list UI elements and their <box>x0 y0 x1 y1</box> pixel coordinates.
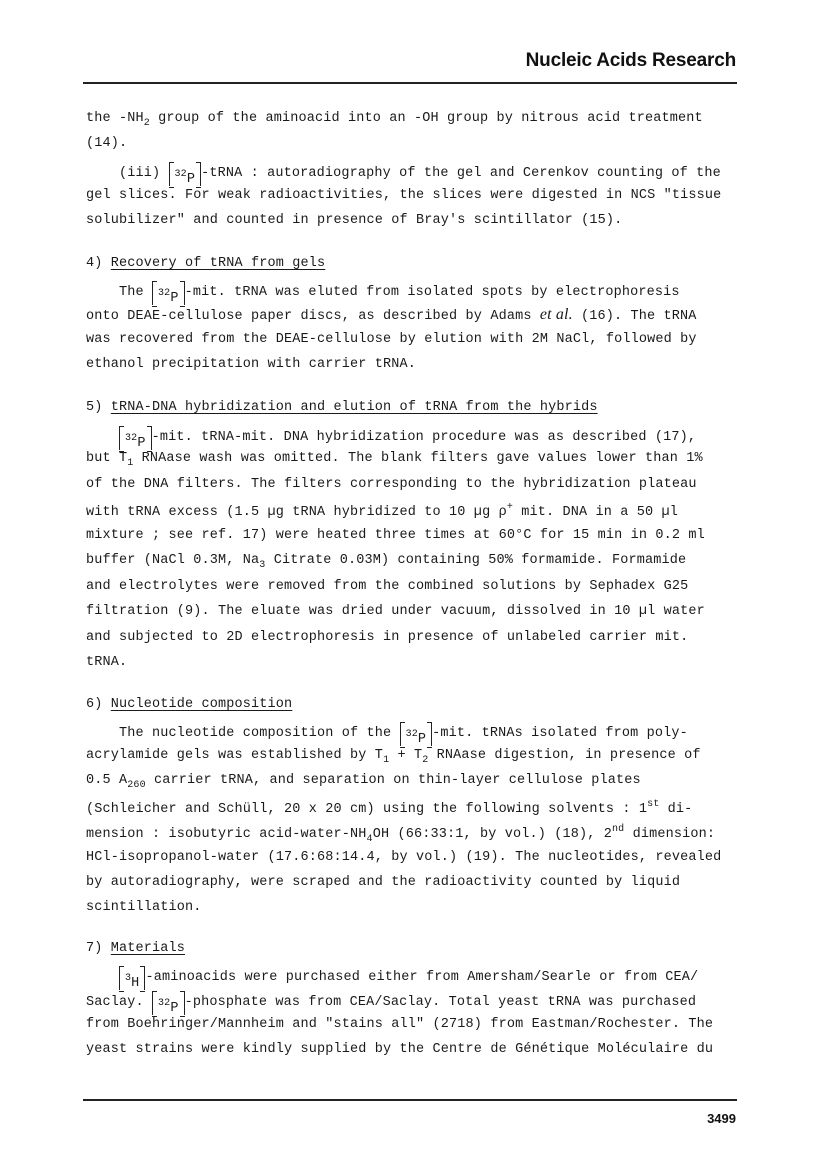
text-line: yeast strains were kindly supplied by the Centre de Génétique Moléculaire du <box>86 1042 714 1057</box>
text-line: was recovered from the DEAE-cellulose by elution with 2M NaCl, followed by <box>86 332 697 347</box>
journal-title: Nucleic Acids Research <box>525 50 736 71</box>
text-line: and subjected to 2D electrophoresis in presence of unlabeled carrier mit. <box>86 630 689 645</box>
text-line: $^{32}$P -mit. tRNA-mit. DNA hybridization procedure was as described (17), <box>86 426 696 450</box>
text-line: The $^{32}$P -mit. tRNA was eluted from isolated spots by electrophoresis <box>86 281 680 305</box>
text-line: gel slices. For weak radioactivities, the slices were digested in NCS "tissue <box>86 188 722 203</box>
isotope-bracket: $^3$H <box>119 966 145 990</box>
page-number: 3499 <box>707 1111 736 1126</box>
text-line: mixture ; see ref. 17) were heated three times at 60°C for 15 min in 0.2 ml <box>86 528 705 543</box>
isotope-bracket: $^{32}$P <box>169 162 202 186</box>
text-line: of the DNA filters. The filters corresponding to the hybridization plateau <box>86 477 697 492</box>
text-line: onto DEAE-cellulose paper discs, as described by Adams et al. (16). The tRNA <box>86 306 697 324</box>
text-line: HCl-isopropanol-water (17.6:68:14.4, by vol.) (19). The nucleotides, revealed <box>86 850 722 865</box>
isotope-bracket: $^{32}$P <box>400 722 433 746</box>
text-line: solubilizer" and counted in presence of Bray's scintillator (15). <box>86 213 623 228</box>
section-heading: 4) Recovery of tRNA from gels <box>86 256 326 271</box>
text-line: and electrolytes were removed from the combined solutions by Sephadex G25 <box>86 579 689 594</box>
text-line: 0.5 $A_{260}$ carrier tRNA, and separation on thin-layer cellulose plates <box>86 773 641 791</box>
text-line: filtration (9). The eluate was dried under vacuum, dissolved in 10 µl water <box>86 604 705 619</box>
text-line: mension : isobutyric acid-$water-NH_4OH$ (66:33:1, by vol.) (18), 2nd dimension: <box>86 824 716 845</box>
text-line: Saclay. $^{32}$P -phosphate was from CEA/Saclay. Total yeast tRNA was purchased <box>86 991 696 1015</box>
text-line: the $-NH_2$ group of the aminoacid into an -OH group by nitrous acid treatment <box>86 111 703 129</box>
text-line: acrylamide gels was established by $T_1 + T_2$ RNAase digestion, in presence of <box>86 748 701 766</box>
text-line: with tRNA excess (1.5 µg tRNA hybridized to 10 µg ρ+ mit. DNA in a 50 µl <box>86 502 679 520</box>
text-line: ethanol precipitation with carrier tRNA. <box>86 357 417 372</box>
isotope-bracket: $^{32}$P <box>152 991 185 1015</box>
section-heading: 7) Materials <box>86 941 186 956</box>
text-line: scintillation. <box>86 900 202 915</box>
text-line: (14). <box>86 136 128 151</box>
text-line: tRNA. <box>86 655 128 670</box>
section-heading: 6) Nucleotide composition <box>86 697 293 712</box>
text-line: buffer (NaCl 0.3M, $Na_3$ Citrate 0.03M) containing 50% formamide. Formamide <box>86 553 687 571</box>
text-line: (iii) $^{32}$P -tRNA : autoradiography of the gel and Cerenkov counting of the <box>86 162 721 186</box>
isotope-bracket: $^{32}$P <box>152 281 185 305</box>
footer-rule <box>83 1099 737 1101</box>
isotope-bracket: $^{32}$P <box>119 426 152 450</box>
text-line: but $T_1$ RNAase wash was omitted. The blank filters gave values lower than 1% <box>86 451 703 469</box>
text-line: from Boehringer/Mannheim and "stains all" (2718) from Eastman/Rochester. The <box>86 1017 714 1032</box>
header-rule <box>83 82 737 84</box>
text-line: The nucleotide composition of the $^{32}$P -mit. tRNAs isolated from poly- <box>86 722 688 746</box>
text-line: by autoradiography, were scraped and the radioactivity counted by liquid <box>86 875 681 890</box>
section-heading: 5) tRNA-DNA hybridization and elution of tRNA from the hybrids <box>86 400 598 415</box>
text-line: (Schleicher and Schüll, 20 x 20 cm) using the following solvents : 1st di- <box>86 799 693 817</box>
text-line: $^3$H -aminoacids were purchased either from Amersham/Searle or from CEA/ <box>86 966 698 990</box>
